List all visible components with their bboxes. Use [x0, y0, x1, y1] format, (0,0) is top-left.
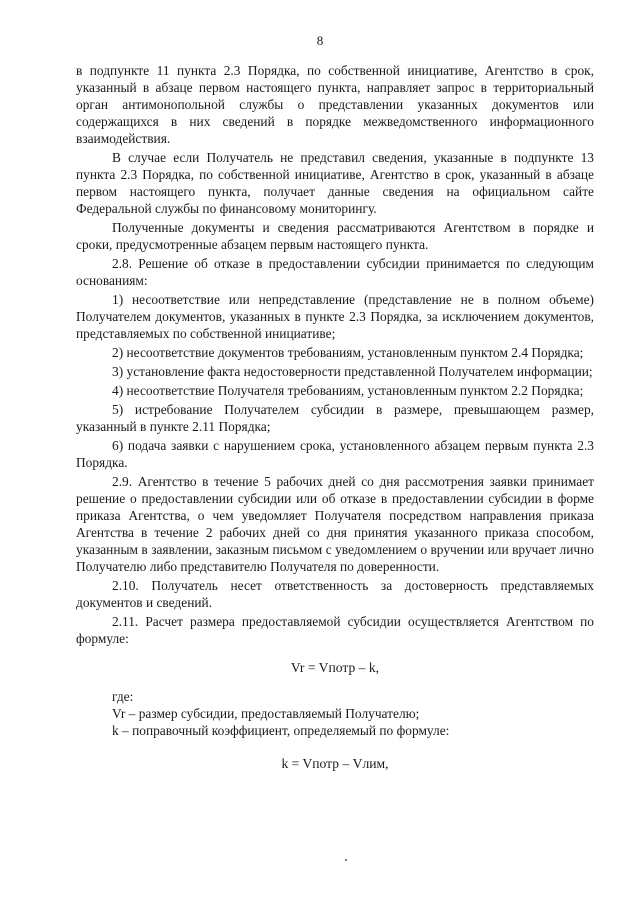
reason-1: 1) несоответствие или непредставление (представление не в полном объеме) Получателем документов, указанных в пункте 2.3 Порядка, за исключением документов, представляемых по собственной инициативе;	[76, 292, 594, 341]
reason-2: 2) несоответствие документов требованиям, установленным пунктом 2.4 Порядка;	[112, 345, 584, 360]
clause-2-11: 2.11. Расчет размера предоставляемой субсидии осуществляется Агентством по формуле:	[76, 614, 594, 646]
reason-5: 5) истребование Получателем субсидии в размере, превышающем размер, указанный в пункте 2.11 Порядка;	[76, 402, 594, 434]
clause-2-9: 2.9. Агентство в течение 5 рабочих дней со дня рассмотрения заявки принимает решение о предоставлении субсидии или об отказе в предоставлении субсидии в форме приказа Агентства, о чем уведомляет Получателя посредством направления приказа Агентства в течение 2 рабочих дней со дня принятия указанного приказа способом, указанным в заявлении, заказным письмом с уведомлением о вручении или вручает лично Получателю либо представителю Получателя по доверенности.	[76, 474, 594, 574]
reason-6: 6) подача заявки с нарушением срока, установленного абзацем первым пункта 2.3 Порядка.	[76, 438, 594, 470]
document-body	[76, 62, 594, 784]
scan-speck	[345, 859, 347, 861]
where-label: где:	[112, 689, 134, 704]
clause-2-10: 2.10. Получатель несет ответственность за достоверность представляемых документов и сведений.	[76, 578, 594, 610]
definition-k: k – поправочный коэффициент, определяемый по формуле:	[112, 723, 450, 738]
page-number: 8	[316, 33, 324, 48]
paragraph-3: Полученные документы и сведения рассматриваются Агентством в порядке и сроки, предусмотренные абзацем первым настоящего пункта.	[76, 220, 594, 252]
definition-vr: Vr – размер субсидии, предоставляемый Получателю;	[112, 706, 420, 721]
reason-3: 3) установление факта недостоверности представленной Получателем информации;	[112, 364, 593, 379]
reason-4: 4) несоответствие Получателя требованиям, установленным пунктом 2.2 Порядка;	[112, 383, 584, 398]
clause-2-8: 2.8. Решение об отказе в предоставлении субсидии принимается по следующим основаниям:	[76, 256, 594, 288]
paragraph-2: В случае если Получатель не представил сведения, указанные в подпункте 13 пункта 2.3 Порядка, по собственной инициативе, Агентство в срок, указанный в абзаце первом настоящего пункта, получает данные сведения на официальном сайте Федеральной службы по финансовому мониторингу.	[76, 150, 594, 216]
formula-k: k = Vпотр – Vлим,	[281, 756, 389, 771]
formula-vr: Vr = Vпотр – k,	[290, 660, 380, 675]
paragraph-1: в подпункте 11 пункта 2.3 Порядка, по собственной инициативе, Агентство в срок, указанный в абзаце первом настоящего пункта, направляет запрос в территориальный орган антимонопольной службы о представлении указанных документов или содержащихся в них сведений в порядке межведомственного информационного взаимодействия.	[76, 63, 594, 146]
